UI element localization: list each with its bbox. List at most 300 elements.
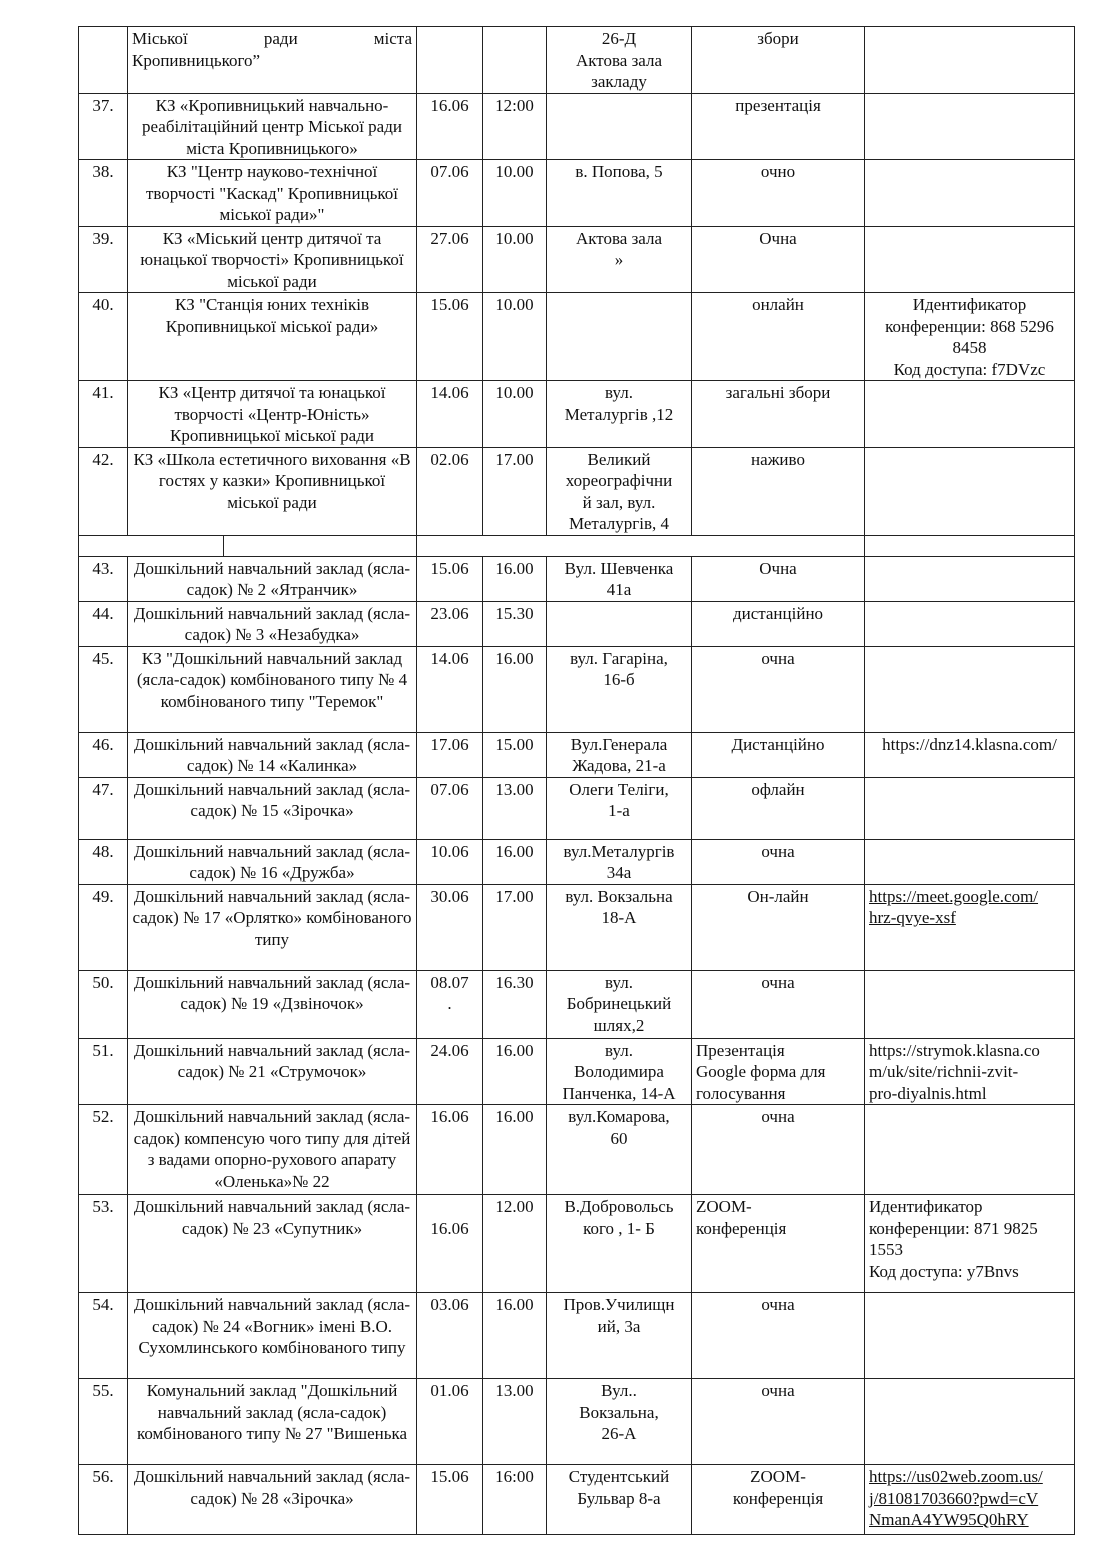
meeting-place-cell: [547, 1105, 692, 1195]
row-number-cell: [79, 970, 128, 1038]
table-row: [79, 601, 1075, 646]
meeting-date-cell: [417, 884, 483, 970]
institution-name-cell: [128, 970, 417, 1038]
institution-name-cell: [128, 1465, 417, 1535]
row-number: 47.: [92, 779, 114, 799]
meeting-place: Вул.. Вокзальна, 26-А: [579, 1381, 659, 1443]
meeting-date: 16.06: [430, 95, 469, 115]
row-number: 53.: [92, 1197, 114, 1216]
row-number: 39.: [92, 228, 114, 248]
meeting-format-cell: [692, 381, 865, 448]
meeting-place: Актова зала »: [575, 228, 663, 269]
meeting-date: 15.06: [430, 558, 469, 578]
meeting-time: 16:00: [495, 1467, 534, 1486]
meeting-format-cell: [692, 93, 865, 160]
meeting-date: 10.06: [430, 841, 469, 861]
meeting-link[interactable]: https://us02web.zoom.us/ j/81081703660?pwd=cV NmanA4YW95Q0hRY: [869, 1467, 1043, 1529]
institution-name: Дошкільний навчальний заклад (ясла-садок) № 24 «Вогник» імені В.О. Сухомлинського комбінованого типу: [133, 1295, 411, 1357]
meeting-time: 17.00: [495, 449, 534, 469]
meeting-format: Очна: [759, 228, 797, 248]
meeting-time: 15.00: [495, 734, 534, 754]
meeting-format: очна: [761, 1107, 795, 1126]
meeting-place: вул. Вокзальна 18-А: [565, 886, 673, 927]
meeting-time-cell: [483, 1293, 547, 1379]
meeting-format-cell: [692, 447, 865, 535]
table-row: [79, 226, 1075, 293]
meeting-place: Олеги Теліги, 1-а: [569, 779, 669, 820]
meeting-link-cell: [865, 646, 1075, 732]
meeting-time: 16.00: [495, 648, 534, 668]
meeting-date: 30.06: [430, 886, 469, 906]
institution-name-cell: [128, 556, 417, 601]
meeting-date: 15.06: [430, 1467, 469, 1486]
institution-name: Дошкільний навчальний заклад (ясла-садок) № 3 «Незабудка»: [133, 603, 411, 644]
meeting-time-cell: [483, 27, 547, 94]
row-number-cell: [79, 226, 128, 293]
row-number: 42.: [92, 449, 114, 469]
meeting-format-cell: [692, 839, 865, 884]
meeting-place-cell: [547, 381, 692, 448]
meeting-time: 10.00: [495, 383, 534, 402]
section-separator-row: [79, 535, 1075, 556]
row-number-cell: [79, 1195, 128, 1293]
meeting-date-cell: [417, 293, 483, 381]
meeting-date: 14.06: [430, 383, 469, 402]
row-number-cell: [79, 1379, 128, 1465]
row-number: 55.: [92, 1381, 114, 1400]
row-number-cell: [79, 1465, 128, 1535]
row-number: 52.: [92, 1107, 114, 1126]
row-number: 56.: [92, 1467, 114, 1486]
meeting-link-cell: [865, 884, 1075, 970]
meeting-link-cell: [865, 601, 1075, 646]
meeting-time: 16.00: [495, 1040, 534, 1060]
table-row: [79, 1105, 1075, 1195]
meeting-time: 16.00: [495, 558, 534, 578]
meeting-place: вул. Бобринецький шлях,2: [566, 972, 672, 1035]
meeting-time-cell: [483, 839, 547, 884]
meeting-format-cell: [692, 1465, 865, 1535]
meeting-format: очна: [761, 841, 795, 861]
meeting-date: 01.06: [430, 1381, 469, 1400]
row-number: 45.: [92, 648, 114, 668]
row-number: 54.: [92, 1295, 114, 1314]
meeting-date: 07.06: [430, 779, 469, 799]
meeting-place-cell: [547, 93, 692, 160]
events-table: [78, 26, 1075, 1535]
meeting-format: ZOOM- конференція: [696, 1197, 787, 1238]
meeting-date-cell: [417, 447, 483, 535]
row-number-cell: [79, 381, 128, 448]
row-number: 46.: [92, 734, 114, 754]
meeting-time-cell: [483, 646, 547, 732]
meeting-link-cell: [865, 556, 1075, 601]
meeting-format-cell: [692, 556, 865, 601]
meeting-format: офлайн: [751, 779, 805, 799]
meeting-format-cell: [692, 27, 865, 94]
meeting-date-cell: [417, 381, 483, 448]
meeting-format: дистанційно: [732, 603, 824, 623]
meeting-time-cell: [483, 601, 547, 646]
meeting-place-cell: [547, 732, 692, 777]
meeting-time-cell: [483, 556, 547, 601]
table-row: [79, 556, 1075, 601]
meeting-time-cell: [483, 1038, 547, 1105]
meeting-place-cell: [547, 27, 692, 94]
separator-cell: [79, 535, 417, 556]
row-number-cell: [79, 293, 128, 381]
meeting-place-cell: [547, 601, 692, 646]
table-row: [79, 884, 1075, 970]
meeting-date-cell: [417, 226, 483, 293]
separator-cell: [865, 535, 1075, 556]
table-row: [79, 447, 1075, 535]
institution-name: КЗ «Міський центр дитячої та юнацької творчості» Кропивницької міської ради: [140, 228, 404, 291]
row-number-cell: [79, 447, 128, 535]
table-row: [79, 1293, 1075, 1379]
meeting-date-cell: [417, 1195, 483, 1293]
meeting-format: очна: [761, 648, 795, 668]
meeting-place: вул. Металургів ,12: [564, 383, 674, 424]
meeting-link-cell: [865, 777, 1075, 839]
institution-name-cell: [128, 839, 417, 884]
table-row: [79, 293, 1075, 381]
institution-name-cell: [128, 160, 417, 227]
institution-name-cell: [128, 27, 417, 94]
meeting-link[interactable]: https://meet.google.com/ hrz-qvye-xsf: [869, 886, 1039, 927]
institution-name: КЗ "Дошкільний навчальний заклад (ясла-садок) комбінованого типу № 4 комбінованого типу "Теремок": [136, 648, 408, 711]
institution-name: КЗ «Центр дитячої та юнацької творчості «Центр-Юність» Кропивницької міської ради: [158, 383, 386, 445]
meeting-time: 10.00: [495, 162, 534, 181]
institution-name: Дошкільний навчальний заклад (ясла-садок) № 14 «Калинка»: [133, 734, 411, 775]
meeting-link-cell: [865, 970, 1075, 1038]
meeting-place: вул.Комарова, 60: [568, 1107, 670, 1148]
meeting-time-cell: [483, 970, 547, 1038]
meeting-place: В.Добровольсь кого , 1- Б: [564, 1197, 674, 1238]
institution-name-line: Кропивницького”: [132, 50, 261, 70]
row-number-cell: [79, 160, 128, 227]
meeting-format: збори: [757, 29, 799, 48]
table-row: [79, 839, 1075, 884]
meeting-link-cell: [865, 447, 1075, 535]
meeting-place-cell: [547, 1465, 692, 1535]
meeting-format: очно: [760, 162, 796, 181]
meeting-date-cell: [417, 732, 483, 777]
meeting-time-cell: [483, 226, 547, 293]
row-number-cell: [79, 732, 128, 777]
table-row: [79, 1465, 1075, 1535]
meeting-date-cell: [417, 1379, 483, 1465]
document-page: [78, 26, 1074, 1535]
table-row: [79, 1038, 1075, 1105]
meeting-place: Пров.Училищн ий, 3а: [563, 1295, 675, 1336]
meeting-place-cell: [547, 970, 692, 1038]
meeting-format: Очна: [759, 558, 797, 578]
meeting-place-cell: [547, 1038, 692, 1105]
institution-name-cell: [128, 601, 417, 646]
meeting-time: 16.00: [495, 841, 534, 861]
row-number: 50.: [92, 972, 114, 992]
institution-name: Дошкільний навчальний заклад (ясла-садок) № 21 «Струмочок»: [133, 1040, 411, 1081]
meeting-date: 02.06: [430, 449, 469, 469]
meeting-place-cell: [547, 1195, 692, 1293]
table-row: [79, 646, 1075, 732]
meeting-format: Он-лайн: [747, 886, 809, 906]
meeting-link-cell: [865, 160, 1075, 227]
meeting-link-cell: [865, 381, 1075, 448]
table-row: [79, 970, 1075, 1038]
meeting-link-cell: [865, 226, 1075, 293]
meeting-link-cell: [865, 93, 1075, 160]
meeting-link: https://dnz14.klasna.com/: [882, 734, 1057, 754]
institution-name-cell: [128, 93, 417, 160]
meeting-place: 26-Д Актова зала закладу: [575, 29, 663, 91]
meeting-date: 15.06: [430, 295, 469, 314]
row-number: 41.: [92, 383, 114, 402]
meeting-format-cell: [692, 1195, 865, 1293]
meeting-format: загальні збори: [725, 383, 831, 402]
institution-name: КЗ «Школа естетичного виховання «В гостях у казки» Кропивницької міської ради: [133, 449, 411, 512]
table-row: [79, 777, 1075, 839]
row-number-cell: [79, 839, 128, 884]
row-number: 38.: [92, 162, 114, 181]
institution-name-cell: [128, 1379, 417, 1465]
meeting-date-cell: [417, 1105, 483, 1195]
meeting-place-cell: [547, 646, 692, 732]
meeting-format-cell: [692, 293, 865, 381]
meeting-place-cell: [547, 160, 692, 227]
institution-name: Дошкільний навчальний заклад (ясла-садок) № 16 «Дружба»: [133, 841, 411, 882]
meeting-place: вул.Металургів 34а: [563, 841, 675, 882]
institution-name-cell: [128, 646, 417, 732]
row-number-cell: [79, 93, 128, 160]
institution-name: Дошкільний навчальний заклад (ясла-садок) компенсую чого типу для дітей з вадами опорно-рухового апарату «Оленька»№ 22: [133, 1107, 411, 1191]
meeting-date-cell: [417, 646, 483, 732]
meeting-time: 12:00: [495, 95, 534, 115]
meeting-format-cell: [692, 601, 865, 646]
meeting-date-cell: [417, 601, 483, 646]
meeting-date-cell: [417, 1293, 483, 1379]
events-table-body: [79, 27, 1075, 1535]
meeting-link: Идентификатор конференции: 871 9825 1553 Код доступа: y7Bnvs: [869, 1197, 1038, 1281]
meeting-place-cell: [547, 447, 692, 535]
meeting-link-cell: [865, 27, 1075, 94]
meeting-date: 08.07 .: [430, 972, 469, 1013]
row-number: 37.: [92, 95, 114, 115]
meeting-format-cell: [692, 732, 865, 777]
meeting-date: 16.06: [430, 1107, 469, 1126]
meeting-time: 15.30: [495, 603, 534, 623]
meeting-format: ZOOM- конференція: [732, 1467, 824, 1508]
meeting-format-cell: [692, 226, 865, 293]
institution-name: Дошкільний навчальний заклад (ясла-садок) № 17 «Орлятко» комбінованого типу: [132, 886, 412, 949]
row-number: 44.: [92, 603, 114, 623]
meeting-place: Вул. Шевченка 41а: [564, 558, 674, 599]
institution-name-cell: [128, 1293, 417, 1379]
meeting-link: https://strymok.klasna.co m/uk/site/richnii-zvit- pro-diyalnis.html: [869, 1040, 1040, 1103]
meeting-date: 16.06: [430, 1218, 469, 1238]
meeting-time: 13.00: [495, 779, 534, 799]
table-row: [79, 732, 1075, 777]
row-number-cell: [79, 601, 128, 646]
meeting-date: 17.06: [430, 734, 469, 754]
meeting-place-cell: [547, 1379, 692, 1465]
meeting-time: 10.00: [495, 295, 534, 314]
meeting-time-cell: [483, 1465, 547, 1535]
meeting-place: Великий хореографічни й зал, вул. Металургів, 4: [565, 449, 673, 533]
row-number-cell: [79, 1105, 128, 1195]
meeting-time-cell: [483, 777, 547, 839]
meeting-format: очна: [761, 1295, 795, 1314]
row-number-cell: [79, 777, 128, 839]
institution-name-cell: [128, 1195, 417, 1293]
institution-name-line: Міської ради міста: [132, 29, 412, 48]
meeting-time: 13.00: [495, 1381, 534, 1400]
meeting-place: Студентський Бульвар 8-а: [568, 1467, 670, 1508]
meeting-place: вул. Гагаріна, 16-б: [570, 648, 668, 689]
table-row: [79, 381, 1075, 448]
meeting-time-cell: [483, 381, 547, 448]
row-number-cell: [79, 884, 128, 970]
institution-name-cell: [128, 884, 417, 970]
meeting-format-cell: [692, 970, 865, 1038]
meeting-time: 16.30: [495, 972, 534, 992]
meeting-place: вул. Володимира Панченка, 14-А: [562, 1040, 676, 1103]
meeting-time-cell: [483, 1195, 547, 1293]
institution-name-cell: [128, 447, 417, 535]
institution-name-cell: [128, 1105, 417, 1195]
meeting-format: презентація: [735, 95, 821, 115]
meeting-time-cell: [483, 160, 547, 227]
meeting-place-cell: [547, 556, 692, 601]
meeting-place: Вул.Генерала Жадова, 21-а: [570, 734, 668, 775]
row-number-cell: [79, 1038, 128, 1105]
table-row: [79, 1379, 1075, 1465]
meeting-format: Дистанційно: [731, 734, 825, 754]
meeting-date-cell: [417, 839, 483, 884]
meeting-place-cell: [547, 1293, 692, 1379]
institution-name: Комунальний заклад "Дошкільний навчальний заклад (ясла-садок) комбінованого типу № 27 "Вишенька: [136, 1381, 408, 1443]
meeting-date-cell: [417, 160, 483, 227]
table-row: [79, 1195, 1075, 1293]
meeting-format-cell: [692, 160, 865, 227]
meeting-format: Презентація Google форма для голосування: [696, 1040, 826, 1103]
meeting-format-cell: [692, 1293, 865, 1379]
institution-name: КЗ «Кропивницький навчально-реабілітаційний центр Міської ради міста Кропивницького»: [142, 95, 402, 158]
meeting-time-cell: [483, 1379, 547, 1465]
meeting-time: 16.00: [495, 1295, 534, 1314]
meeting-link-cell: [865, 1465, 1075, 1535]
meeting-date: 24.06: [430, 1040, 469, 1060]
meeting-date-cell: [417, 27, 483, 94]
table-row: [79, 27, 1075, 94]
meeting-place-cell: [547, 884, 692, 970]
meeting-link-cell: [865, 1379, 1075, 1465]
institution-name-cell: [128, 777, 417, 839]
meeting-link-cell: [865, 293, 1075, 381]
institution-name-cell: [128, 293, 417, 381]
row-number-cell: [79, 646, 128, 732]
meeting-time: 17.00: [495, 886, 534, 906]
meeting-time: 12.00: [495, 1197, 534, 1216]
institution-name-cell: [128, 226, 417, 293]
row-number-cell: [79, 556, 128, 601]
meeting-place-cell: [547, 839, 692, 884]
meeting-date-cell: [417, 556, 483, 601]
meeting-date: 07.06: [430, 162, 469, 181]
meeting-place: в. Попова, 5: [575, 162, 663, 181]
meeting-time-cell: [483, 293, 547, 381]
row-number-cell: [79, 1293, 128, 1379]
row-number: 48.: [92, 841, 114, 861]
institution-name: КЗ "Центр науково-технічної творчості "Каскад" Кропивницької міської ради»": [145, 162, 399, 224]
meeting-link: Идентификатор конференции: 868 5296 8458 Код доступа: f7DVzc: [885, 295, 1054, 379]
institution-name-cell: [128, 381, 417, 448]
institution-name-cell: [128, 732, 417, 777]
institution-name: Дошкільний навчальний заклад (ясла-садок) № 19 «Дзвіночок»: [133, 972, 411, 1013]
meeting-link-cell: [865, 1038, 1075, 1105]
meeting-format: онлайн: [752, 295, 804, 314]
institution-name: Дошкільний навчальний заклад (ясла-садок) № 15 «Зірочка»: [133, 779, 411, 820]
meeting-time-cell: [483, 732, 547, 777]
meeting-link-cell: [865, 1195, 1075, 1293]
meeting-time-cell: [483, 1105, 547, 1195]
meeting-format: наживо: [751, 449, 805, 469]
row-number: 40.: [92, 295, 114, 314]
institution-name: Дошкільний навчальний заклад (ясла-садок) № 2 «Ятранчик»: [133, 558, 411, 599]
institution-name-cell: [128, 1038, 417, 1105]
table-row: [79, 160, 1075, 227]
meeting-link-cell: [865, 732, 1075, 777]
meeting-time: 10.00: [495, 228, 534, 248]
meeting-link-cell: [865, 1105, 1075, 1195]
meeting-date-cell: [417, 1465, 483, 1535]
meeting-date-cell: [417, 1038, 483, 1105]
meeting-time-cell: [483, 93, 547, 160]
meeting-time: 16.00: [495, 1107, 534, 1126]
meeting-place-cell: [547, 226, 692, 293]
meeting-date: 03.06: [430, 1295, 469, 1314]
institution-name: Дошкільний навчальний заклад (ясла-садок) № 28 «Зірочка»: [133, 1467, 411, 1508]
meeting-format-cell: [692, 1038, 865, 1105]
meeting-format: очна: [761, 972, 795, 992]
meeting-format-cell: [692, 1105, 865, 1195]
meeting-date: 14.06: [430, 648, 469, 668]
row-number: 51.: [92, 1040, 114, 1060]
separator-divider: [223, 536, 224, 556]
meeting-date-cell: [417, 970, 483, 1038]
row-number-cell: [79, 27, 128, 94]
row-number: 49.: [92, 886, 114, 906]
table-row: [79, 93, 1075, 160]
meeting-place-cell: [547, 777, 692, 839]
meeting-format: очна: [761, 1381, 795, 1400]
meeting-date: 23.06: [430, 603, 469, 623]
meeting-format-cell: [692, 777, 865, 839]
meeting-link-cell: [865, 839, 1075, 884]
institution-name: Дошкільний навчальний заклад (ясла-садок) № 23 «Супутник»: [133, 1197, 411, 1238]
meeting-format-cell: [692, 1379, 865, 1465]
meeting-format-cell: [692, 884, 865, 970]
meeting-date-cell: [417, 93, 483, 160]
meeting-place-cell: [547, 293, 692, 381]
meeting-time-cell: [483, 447, 547, 535]
separator-cell: [417, 535, 865, 556]
meeting-format-cell: [692, 646, 865, 732]
meeting-date-cell: [417, 777, 483, 839]
row-number: 43.: [92, 558, 114, 578]
meeting-time-cell: [483, 884, 547, 970]
